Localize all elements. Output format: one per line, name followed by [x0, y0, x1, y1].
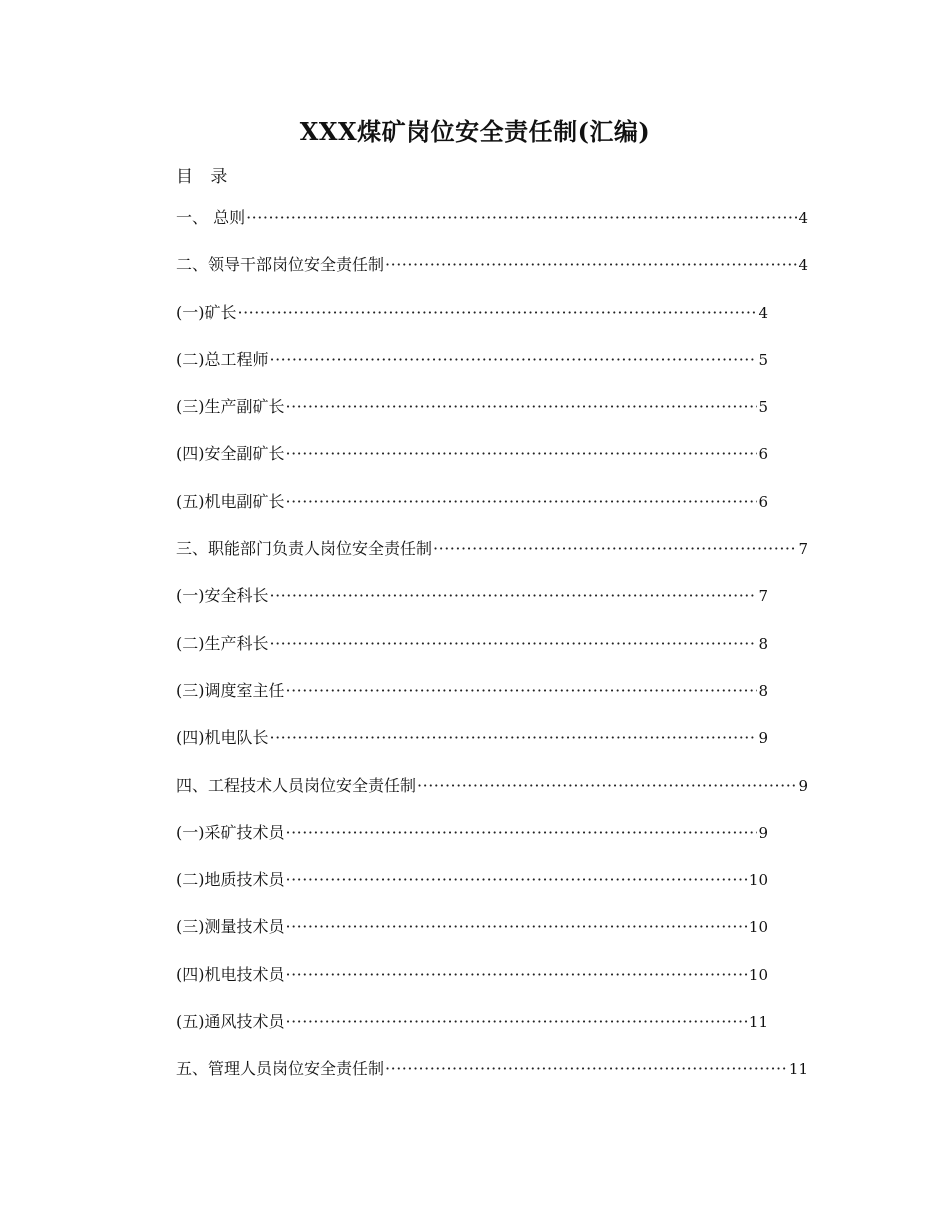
toc-entry-label: 一、 总则 — [176, 208, 246, 227]
toc-entry[interactable] — [176, 773, 808, 820]
toc-entry[interactable] — [176, 441, 768, 488]
toc-entry[interactable] — [176, 1009, 768, 1056]
toc-entry-page: 10 — [748, 965, 768, 984]
toc-entry[interactable] — [176, 725, 768, 772]
toc-leader-dots — [246, 208, 797, 227]
toc-entry[interactable] — [176, 583, 768, 630]
toc-entry[interactable] — [176, 394, 768, 441]
toc-heading: 目 录 — [176, 167, 234, 187]
toc-entry[interactable] — [176, 205, 808, 252]
toc-entry-label: (一)安全科长 — [176, 586, 269, 606]
toc-entry[interactable] — [176, 914, 768, 961]
toc-entry-label: 四、工程技术人员岗位安全责任制 — [176, 775, 417, 795]
toc-leader-dots — [286, 492, 758, 511]
toc-entry-page: 11 — [748, 1013, 768, 1032]
toc-entry[interactable] — [176, 1056, 808, 1103]
toc-entry-page: 10 — [748, 871, 768, 890]
toc-entry-page: 8 — [758, 634, 768, 653]
toc-entry-page: 9 — [758, 729, 768, 748]
toc-leader-dots — [433, 539, 797, 558]
toc-entry-label: (一)矿长 — [176, 302, 237, 322]
toc-entry-page: 5 — [758, 350, 768, 369]
toc-entry-page: 8 — [758, 681, 768, 700]
toc-leader-dots — [286, 965, 748, 984]
toc-entry-page: 7 — [758, 587, 768, 606]
toc-entry[interactable] — [176, 962, 768, 1009]
toc-leader-dots — [286, 1012, 748, 1031]
toc-leader-dots — [270, 586, 758, 605]
toc-entry[interactable] — [176, 820, 768, 867]
toc-entry[interactable] — [176, 347, 768, 394]
toc-entry-label: (三)调度室主任 — [176, 680, 285, 700]
toc-entry-page: 9 — [758, 823, 768, 842]
toc-entry-label: 二、领导干部岗位安全责任制 — [176, 255, 385, 275]
toc-entry-label: (二)生产科长 — [176, 633, 269, 653]
toc-leader-dots — [270, 728, 758, 747]
toc-entry-label: (三)测量技术员 — [176, 917, 285, 937]
toc-leader-dots — [385, 255, 797, 274]
toc-entry-label: (二)地质技术员 — [176, 870, 285, 890]
toc-leader-dots — [238, 303, 758, 322]
toc-entry[interactable] — [176, 300, 768, 347]
toc-entry-label: (四)安全副矿长 — [176, 444, 285, 464]
toc-entry[interactable] — [176, 536, 808, 583]
table-of-contents — [176, 205, 808, 1104]
toc-entry-page: 6 — [758, 445, 768, 464]
toc-leader-dots — [270, 634, 758, 653]
toc-entry-page: 9 — [798, 776, 808, 795]
toc-entry-label: (三)生产副矿长 — [176, 397, 285, 417]
toc-leader-dots — [286, 444, 758, 463]
toc-entry-page: 10 — [748, 918, 768, 937]
toc-entry-page: 4 — [798, 256, 808, 275]
toc-leader-dots — [417, 776, 797, 795]
toc-entry-page: 6 — [758, 492, 768, 511]
toc-leader-dots — [270, 350, 758, 369]
toc-entry[interactable] — [176, 867, 768, 914]
toc-entry-page: 7 — [798, 540, 808, 559]
toc-entry-label: (四)机电技术员 — [176, 964, 285, 984]
toc-entry-label: 五、管理人员岗位安全责任制 — [176, 1059, 385, 1079]
toc-entry-label: (五)通风技术员 — [176, 1012, 285, 1032]
toc-entry-label: (五)机电副矿长 — [176, 491, 285, 511]
toc-entry-label: (二)总工程师 — [176, 349, 269, 369]
toc-entry-page: 4 — [758, 303, 768, 322]
toc-leader-dots — [286, 917, 748, 936]
toc-entry-label: (四)机电队长 — [176, 728, 269, 748]
toc-leader-dots — [385, 1059, 788, 1078]
toc-entry-page: 4 — [798, 209, 808, 227]
toc-entry[interactable] — [176, 631, 768, 678]
toc-entry[interactable] — [176, 678, 768, 725]
toc-leader-dots — [286, 870, 748, 889]
toc-entry[interactable] — [176, 252, 808, 299]
toc-entry-label: (一)采矿技术员 — [176, 822, 285, 842]
toc-entry-page: 5 — [758, 398, 768, 417]
document-title: XXX煤矿岗位安全责任制(汇编) — [299, 117, 651, 146]
toc-entry-page: 11 — [788, 1060, 808, 1079]
toc-leader-dots — [286, 823, 758, 842]
toc-leader-dots — [286, 681, 758, 700]
toc-leader-dots — [286, 397, 758, 416]
toc-entry[interactable] — [176, 489, 768, 536]
toc-entry-label: 三、职能部门负责人岗位安全责任制 — [176, 539, 433, 559]
